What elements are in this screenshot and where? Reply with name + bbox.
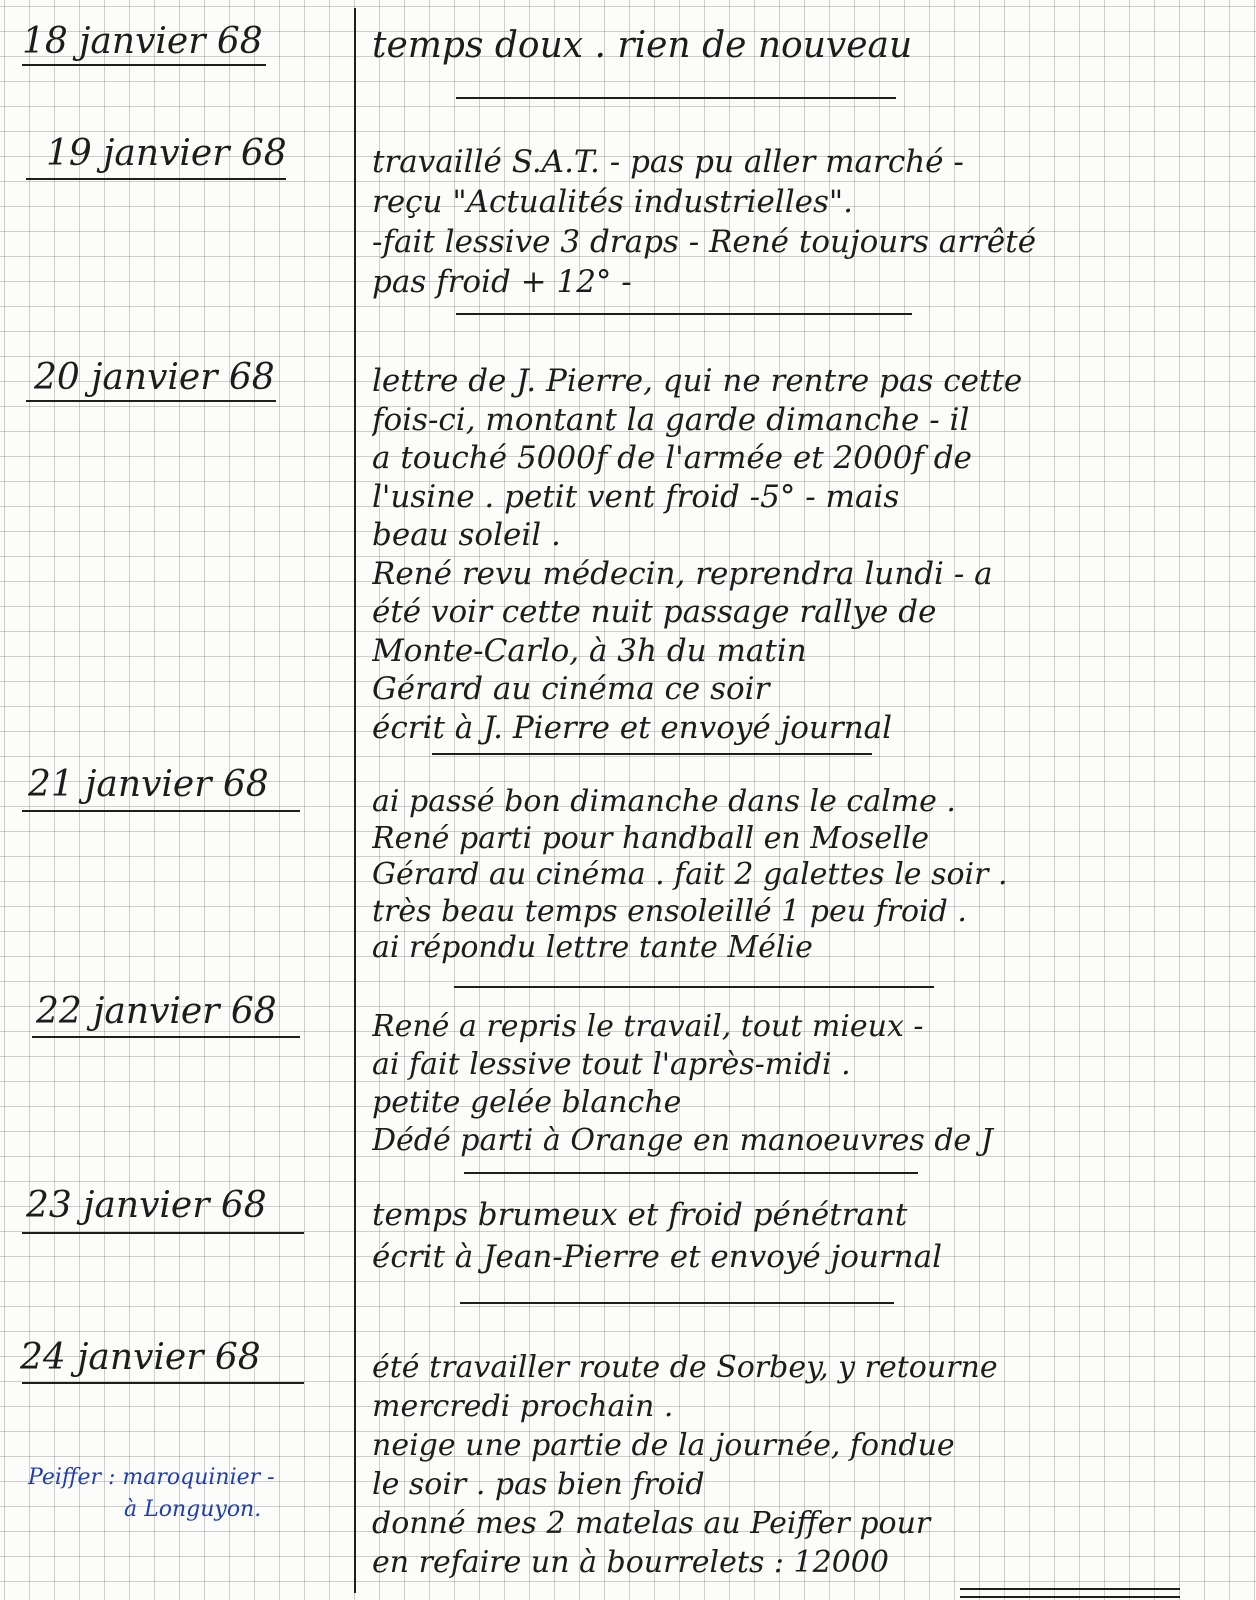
entry-line: Dédé parti à Orange en manoeuvres de J bbox=[372, 1123, 993, 1158]
entry-line: a touché 5000f de l'armée et 2000f de bbox=[372, 440, 972, 476]
entry-line: René parti pour handball en Moselle bbox=[372, 820, 930, 856]
entry-text bbox=[372, 1194, 1250, 1278]
margin-note-line: à Longuyon. bbox=[124, 1497, 262, 1522]
entry-date: 19 janvier 68 bbox=[46, 133, 287, 174]
entry-line: temps brumeux et froid pénétrant bbox=[372, 1197, 908, 1233]
entry-text bbox=[372, 362, 1250, 747]
entry-line: été travailler route de Sorbey, y retourne bbox=[372, 1350, 998, 1385]
entry-line: pas froid + 12° - bbox=[372, 264, 632, 300]
date-underline bbox=[22, 1382, 304, 1384]
entry-text bbox=[372, 784, 1250, 967]
margin-note-line: Peiffer : maroquinier - bbox=[28, 1465, 275, 1490]
entry-line: beau soleil . bbox=[372, 517, 561, 553]
entry-line: René a repris le travail, tout mieux - bbox=[372, 1009, 924, 1044]
entry-line: ai fait lessive tout l'après-midi . bbox=[372, 1047, 851, 1082]
entry-line: ai répondu lettre tante Mélie bbox=[372, 930, 813, 965]
entry-line: travaillé S.A.T. - pas pu aller marché - bbox=[372, 144, 964, 180]
entry-line: mercredi prochain . bbox=[372, 1389, 674, 1424]
date-underline bbox=[22, 1232, 304, 1234]
entry-separator bbox=[460, 1302, 894, 1304]
entry-separator bbox=[456, 313, 912, 315]
column-divider bbox=[354, 8, 356, 1593]
entry-line: René revu médecin, reprendra lundi - a bbox=[372, 555, 993, 592]
entry-date: 18 janvier 68 bbox=[22, 21, 263, 62]
entry-separator bbox=[432, 753, 872, 755]
date-underline bbox=[22, 64, 266, 66]
entry-text bbox=[372, 1008, 1250, 1160]
entry-line: le soir . pas bien froid bbox=[372, 1467, 705, 1502]
entry-line: reçu "Actualités industrielles". bbox=[372, 184, 853, 220]
entry-line: fois-ci, montant la garde dimanche - il bbox=[372, 401, 970, 438]
entry-date: 20 janvier 68 bbox=[34, 357, 275, 398]
entry-date: 21 janvier 68 bbox=[28, 764, 269, 805]
entry-line: écrit à J. Pierre et envoyé journal bbox=[372, 709, 893, 746]
entry-text bbox=[372, 142, 1250, 302]
entry-text bbox=[372, 1348, 1250, 1582]
entry-line: petite gelée blanche bbox=[372, 1085, 682, 1120]
margin-note bbox=[28, 1462, 348, 1526]
entry-separator bbox=[464, 1172, 918, 1174]
entry-separator bbox=[456, 97, 896, 99]
entry-line: Monte-Carlo, à 3h du matin bbox=[372, 632, 807, 669]
date-underline bbox=[22, 810, 300, 812]
entry-line: écrit à Jean-Pierre et envoyé journal bbox=[372, 1239, 943, 1275]
entry-line: Gérard au cinéma ce soir bbox=[372, 671, 770, 707]
entry-date: 22 janvier 68 bbox=[36, 991, 277, 1032]
entry-line: -fait lessive 3 draps - René toujours arrêté bbox=[372, 224, 1037, 260]
date-underline bbox=[26, 400, 276, 402]
entry-line: Gérard au cinéma . fait 2 galettes le soir . bbox=[372, 857, 1008, 892]
entry-line: ai passé bon dimanche dans le calme . bbox=[372, 784, 956, 819]
amount-double-underline bbox=[960, 1588, 1180, 1598]
entry-line: neige une partie de la journée, fondue bbox=[372, 1428, 955, 1463]
entry-line: été voir cette nuit passage rallye de bbox=[372, 594, 937, 630]
entry-date: 23 janvier 68 bbox=[26, 1185, 267, 1226]
entry-line: très beau temps ensoleillé 1 peu froid . bbox=[372, 893, 967, 929]
entry-date: 24 janvier 68 bbox=[20, 1337, 261, 1378]
entry-line: l'usine . petit vent froid -5° - mais bbox=[372, 478, 900, 515]
entry-text bbox=[372, 22, 1250, 70]
entry-line: lettre de J. Pierre, qui ne rentre pas cette bbox=[372, 363, 1023, 399]
date-underline bbox=[26, 178, 286, 180]
entry-line: donné mes 2 matelas au Peiffer pour bbox=[372, 1506, 931, 1541]
entry-line: en refaire un à bourrelets : 12000 bbox=[372, 1545, 889, 1580]
entry-separator bbox=[454, 986, 934, 988]
entry-line: temps doux . rien de nouveau bbox=[372, 25, 913, 66]
date-underline bbox=[32, 1036, 300, 1038]
